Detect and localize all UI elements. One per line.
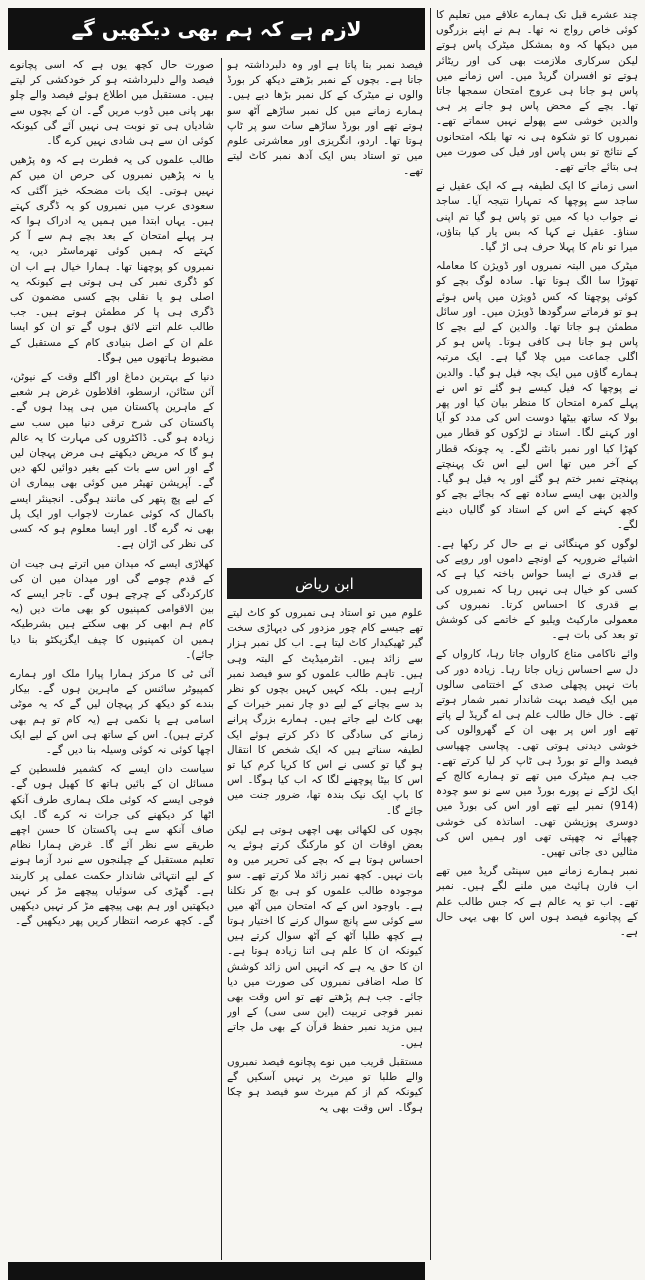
article-column-right <box>436 8 638 1260</box>
article-column-middle-bottom <box>227 606 423 1260</box>
paragraph: آئی ٹی کا مرکز ہمارا پیارا ملک اور ہمارے کمپیوٹر سائنس کے ماہرین ہوں گے۔ بیکار بندے کو دیکھ کر پہچان لیں گے کہ یہ موٹی اسامی ہے یا نکمی ہے (یہ کام تو ہم بھی کرتے ہیں)۔ اس کے ساتھ ہی اس کے لیے ایک اچھا کوئی نہ کوئی وسیلہ بنا دیں گے۔ <box>10 667 214 756</box>
paragraph: میٹرک میں البتہ نمبروں اور ڈویژن کا معاملہ تھوڑا سا الگ ہوتا تھا۔ سادہ لوگ بچے کو کوئی پوچھتا کہ کس ڈویژن میں پاس ہوئے ہو تو فرماتے سرگودھا ڈویژن میں۔ اور سائل مطمئن ہو جاتا تھا۔ والدین کے لیے بچے کا پاس ہو جانا ہی کافی ہوتا۔ پاس ہو کر اگلی جماعت میں چلا گیا ہے۔ ایک مرتبہ ہمارے گاؤں میں ایک بچہ فیل ہو گیا۔ والدین نے پوچھا کہ فیل کیسے ہو گئے تو اس نے پہلے کمرہ امتحان کا منظر بیان کیا اور پھر بولا کہ ساتھ بیٹھا دوست اس کی مدد کو آیا اور کہنے لگا۔ استاد نے لڑکوں کو قطار میں کھڑا کیا اور نمبر بانٹنے لگے۔ یہ چونکہ قطار کے آخر میں تھا اس لیے اس تک پہنچتے پہنچتے نمبر ختم ہو گئے اور یہ فیل ہو گیا۔ والدین بھی ایسے سادہ تھے کہ بجائے بچے کو کچھ کہنے کے اس کے استاد کو گالیاں دینے لگے۔ <box>436 260 638 531</box>
paragraph: لوگوں کو مہنگائی نے بے حال کر رکھا ہے۔ اشیائے ضروریہ کے اونچے داموں اور روپے کی بے قدری نے ایسا حواس باختہ کیا ہے کہ کسی کو خیال ہی نہیں رہا کہ نمبروں کی بے قدری کا احساس کرتا۔ نمبروں کی معمولی مارکیٹ ویلیو کے خاتمے کی کوشش تو بعد کی بات ہے۔ <box>436 537 638 642</box>
paragraph: بچوں کی لکھائی بھی اچھی ہوتی ہے لیکن بعض اوقات ان کو مارکنگ کرتے ہوئے یہ احساس ہوتا ہے کہ بچے کی تحریر میں وہ بات نہیں۔ کچھ نمبر زائد ملا کرتے تھے۔ سو موجودہ طالب علموں کو ہی بچ کر نکلنا ہے۔ باوجود اس کے کہ امتحان میں آٹھ میں سے کوئی سے پانچ سوال کرنے کا اختیار ہوتا ہے کچھ طلبا آٹھ کے آٹھ سوال کرتے ہیں کیونکہ ان کا علم ہی اتنا زیادہ ہوتا ہے۔ ان کا حق یہ ہے کہ انہیں اس زائد کوشش کا صلہ اضافی نمبروں کی صورت میں دیا جائے۔ جب ہم پڑھتے تھے تو اس وقت بھی نمبر فوجی تربیت (این سی سی) کے اور ہیں مزید نمبر حفظ قرآن کے بھی مل جاتے ہیں۔ <box>227 823 423 1049</box>
paragraph: فیصد نمبر بتا پاتا ہے اور وہ دلبرداشتہ ہو جاتا ہے۔ بچوں کے نمبر بڑھتے دیکھ کر بورڈ والوں نے میٹرک کے کل نمبر بڑھا دیے ہیں۔ ہمارے زمانے میں کل نمبر ساڑھے آٹھ سو ہوتے تھے اور بورڈ ساڑھے سات سو پر ٹاپ ہوتا تھا۔ اردو، انگریزی اور معاشرتی علوم میں تو استاد بس ایک آدھ نمبر کاٹ لیتے تھے۔ <box>227 59 423 178</box>
column-divider-left <box>221 58 222 1260</box>
paragraph: مستقبل قریب میں نوے پچانوے فیصد نمبروں والے طلبا تو میرٹ پر نہیں آسکیں گے کیونکہ کم از کم میرٹ سو فیصد ہو چکا ہوگا۔ اس وقت بھی یہ <box>227 1055 423 1114</box>
paragraph: سیاست دان ایسے کہ کشمیر فلسطین کے مسائل ان کے بائیں ہاتھ کا کھیل ہوں گے۔ فوجی ایسے کہ کوئی ملک ہماری طرف آنکھ اٹھا کر دیکھنے کی جرات نہ کرے گا۔ ایک صاف آنکھ سے ہی پاکستان کا حسن اچھے طریقے سے نظر آئے گا۔ غرض ہمارا نظام تعلیم مستقبل کے چیلنجوں سے نبرد آزما ہونے کے لیے انتہائی شاندار حکمت عملی پر کاربند ہے۔ گھڑی کی سوئیاں پیچھے مڑ کر نہیں دیکھتیں اور ہم بھی پیچھے مڑ کر نہیں دیکھیں گے۔ کچھ عرصہ انتظار کریں پھر دیکھیں گے۔ <box>10 763 214 928</box>
column-divider-right <box>430 8 431 1260</box>
paragraph: صورت حال کچھ یوں ہے کہ اسی پچانوے فیصد والے دلبرداشتہ ہو کر خودکشی کر لیتے ہیں۔ مستقبل میں اطلاع ہوئے فیصد والے چلو بھر پانی میں ڈوب مریں گے۔ ان کے بچوں سے شادیاں ہی تو نوبت ہی نہیں آئے گی کیونکہ کوئی ان سے ہی شادی نہیں کرے گا۔ <box>10 59 214 148</box>
author-byline: ابن ریاض <box>227 568 422 599</box>
paragraph: کھلاڑی ایسے کہ میدان میں اترتے ہی جیت ان کے قدم چومے گی اور میدان میں ان کی کارکردگی کے چرچے ہوں گے۔ تاجر ایسے کہ بین الاقوامی کمپنیوں کو بھی مات دیں (یہ کام ہم ابھی کر بھی سکتے ہیں بشرطیکہ ہمیں ان کمپنیوں کا چیف ایگزیکٹو بنا دیا جائے)۔ <box>10 557 214 661</box>
paragraph: اسی زمانے کا ایک لطیفہ ہے کہ ایک عقیل نے ساجد سے پوچھا کہ تمہارا نتیجہ آیا۔ ساجد نے جواب دیا کہ میں تو پاس ہو گیا تم اپنی سناؤ۔ عقیل نے کہا کہ بس یار کیا بتاؤں، میرا تو نام کا پہلا حرف ہی اڑ گیا۔ <box>436 180 638 254</box>
paragraph: علوم میں تو استاد ہی نمبروں کو کاٹ لیتے تھے جیسے کام چور مزدور کی دیہاڑی سخت گیر ٹھیکیدار کاٹ لیتا ہے۔ اب کل نمبر ہزار سے زائد ہیں۔ انٹرمیڈیٹ کے البتہ وہی ہیں۔ تاہم طالب علموں کو سو فیصد نمبر آرہے ہیں۔ بلکہ کہیں کہیں بچوں کو نظر بد سے بچانے کے لیے دو چار نمبر خیرات کے بھی کاٹ لیے جاتے ہیں۔ ہمارے بزرگ پرانے زمانے کی سادگی کا ذکر کرتے ہوئے ایک لطیفہ سناتے ہیں کہ ایک شخص کا انتقال ہو گیا تو کسی نے اس کا کریا کرم کیا تو اس کا بیٹا پوچھنے لگا کہ اب کیا ہوگا۔ اس کا باپ ایک نیک بندہ تھا، ضرور جنت میں جائے گا۔ <box>227 607 423 817</box>
paragraph: وائے ناکامی متاع کارواں جاتا رہا، کارواں کے دل سے احساس زیاں جاتا رہا۔ زیادہ دور کی بات نہیں پچھلی صدی کے اختتامی سالوں میں ایک فیصد بہت شاندار نمبر شمار ہوتے تھے۔ خال خال طالب علم ہی اے گریڈ لے پاتے تھے اور اس پر بھی ان کے گھروالوں کی خوشی دیدنی ہوتی تھی۔ پچاسی چھیاسی فیصد والے تو بورڈ ہی ٹاپ کر لیا کرتے تھے۔ جب ہم میٹرک میں تھے تو ہمارے کالج کے ایک لڑکے نے پورے بورڈ میں سے نو سو چودہ (914) نمبر لیے تھے اور اس کی بورڈ میں دوسری پوزیشن تھی۔ اساتذہ کی خوشی چھپائے نہ چھپتی تھی اور ہمیں اس کی مثالیں دی جاتی تھیں۔ <box>436 648 638 858</box>
paragraph: نمبر ہمارے زمانے میں سپنٹی گریڈ میں تھے اب فارن ہائیٹ میں ملنے لگے ہیں۔ نمبر تھے۔ اب تو یہ عالم ہے کہ جس طالب علم کے پچانوے فیصد ہوں اس کا بھی یہی حال ہے۔ <box>436 865 638 938</box>
article-column-middle-top <box>227 58 423 564</box>
paragraph: طالب علموں کی یہ فطرت ہے کہ وہ پڑھیں یا نہ پڑھیں نمبروں کی حرص ان میں کم نہیں ہوتی۔ ایک بات مضحکہ خیز آگئی کہ سعودی عرب میں نمبروں کو یہ ڈگری کہتے ہیں۔ یہاں ابتدا میں ہمیں یہ ادراک ہوا کہ ہر پہلے امتحان کے بعد بچے ہم سے آ کر کہتے کہ ہمیں کوئی تھرماسٹر دیں، یہ نمبروں کو پوچھنا تھا۔ ہمارا خیال ہے اب ان کو ڈگری نمبر کی ہی ہوتی ہے کیونکہ یہ اصلی ہو یا نقلی بچے کسی مضمون کی ڈگری ہی پا کر مطمئن ہوتے ہیں۔ جب طالب علم اتنے لائق ہوں گے تو ان کو ایسا علم ان کے اصل بنیادی کام کے مستقبل کے مضبوط ہاتھوں میں ہوگا۔ <box>10 154 214 364</box>
paragraph: چند عشرے قبل تک ہمارے علاقے میں تعلیم کا کوئی خاص رواج نہ تھا۔ ہم نے اپنے بزرگوں میں دیکھا کہ وہ بمشکل میٹرک پاس ہوتے لیکن سرکاری ملازمت بھی کی اور ریٹائر ہوتے تو افسران گریڈ میں۔ اس زمانے میں پاس ہو جانا ہی عروج امتحان سمجھا جاتا تھا۔ بچے کے محض پاس ہو جانے پر ہی والدین خوشی سے پھولے نہیں سماتے تھے۔ نمبروں کا تو شکوہ ہی نہ تھا بلکہ امتحانوں کے نتائج تو بس پاس اور فیل کی صورت میں ہی بتائے جاتے تھے۔ <box>436 9 638 174</box>
article-headline: لازم ہے کہ ہم بھی دیکھیں گے <box>8 8 425 50</box>
next-article-header-bar <box>8 1262 425 1280</box>
article-column-left <box>10 58 214 1260</box>
paragraph: دنیا کے بہترین دماغ اور اگلے وقت کے نیوٹن، آئن سٹائن، ارسطو، افلاطون غرض ہر شعبے کے ماہرین پاکستان میں ہی پیدا ہوں گے۔ پاکستان کی شرح ترقی دنیا میں سب سے زیادہ ہو گی۔ ڈاکٹروں کی مہارت کا یہ عالم ہو گا کہ مریض دیکھتے ہی مرض پہچان لیں گے اور اس سے بات کیے بغیر دوائیں لکھ دیں گے۔ آپریشن تھیٹر میں کوئی بھی بیماری ان کے لیے پچ پتھر کی مانند ہوگی۔ انجینئر ایسے باکمال کہ کوئی عمارت لاجواب اور ایک پل بھی نہ گرے گا۔ اور ایسا معلوم ہو کہ کسی کی نظر کی اڑان ہے۔ <box>10 371 214 551</box>
